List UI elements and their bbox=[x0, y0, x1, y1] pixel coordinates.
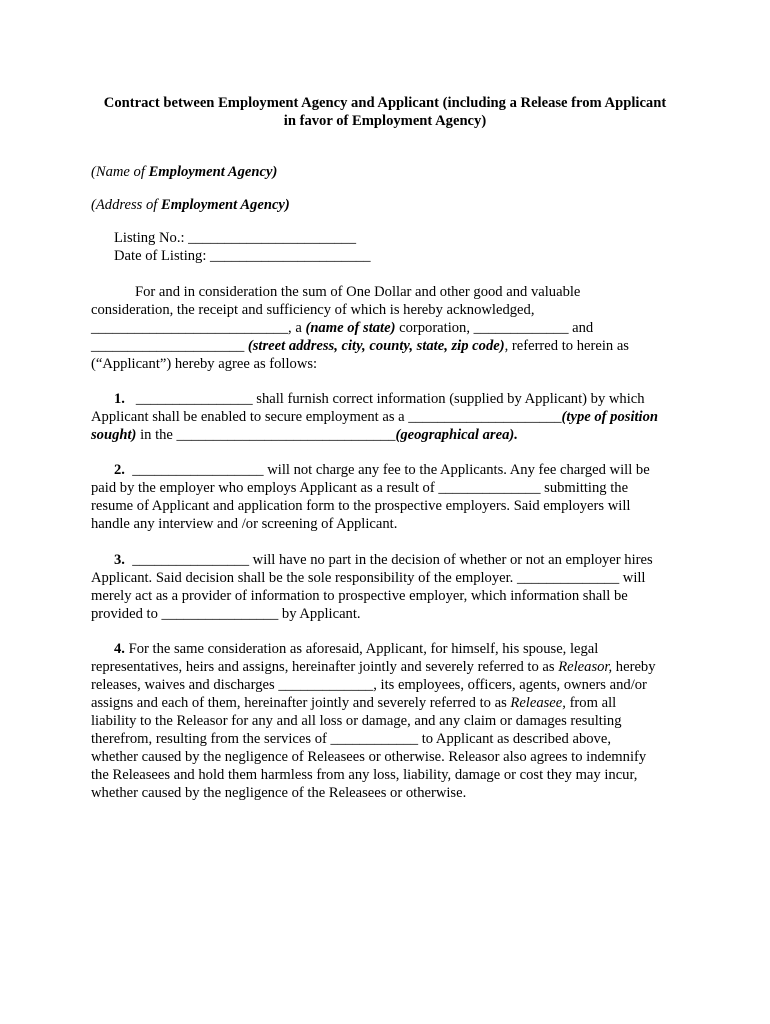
clause-2-line-3: resume of Applicant and application form to the prospective employers. Said employers will bbox=[91, 498, 631, 514]
intro-line-3: ___________________________, a (name of state) corporation, _____________ and bbox=[91, 320, 594, 336]
clause-3-line-4: provided to ________________ by Applicant. bbox=[91, 606, 361, 622]
agency-name-line: (Name of Employment Agency) bbox=[91, 164, 278, 180]
clause-3-line-1: 3. ________________ will have no part in the decision of whether or not an employer hires bbox=[114, 552, 653, 568]
intro-line-5: (“Applicant”) hereby agree as follows: bbox=[91, 356, 318, 372]
listing-number: Listing No.: _______________________ bbox=[114, 230, 357, 246]
clause-4-line-1: 4. For the same consideration as aforesaid, Applicant, for himself, his spouse, legal bbox=[114, 641, 599, 657]
clause-3-line-3: merely act as a provider of information to prospective employer, which information shall be bbox=[91, 588, 628, 604]
clause-2-line-1: 2. __________________ will not charge any fee to the Applicants. Any fee charged will be bbox=[114, 462, 650, 478]
clause-4-line-3: releases, waives and discharges _____________, its employees, officers, agents, owners and/or bbox=[91, 677, 647, 693]
clause-number: 3. bbox=[114, 552, 125, 568]
clause-4-line-4: assigns and each of them, hereinafter jointly and severely referred to as Releasee, from all bbox=[91, 695, 617, 711]
listing-date: Date of Listing: ______________________ bbox=[114, 248, 371, 264]
clause-number: 4. bbox=[114, 641, 125, 657]
clause-4-line-7: whether caused by the negligence of Releasees or otherwise. Releasor also agrees to indemnify bbox=[91, 749, 647, 765]
clause-4-line-9: whether caused by the negligence of the Releasees or otherwise. bbox=[91, 785, 467, 801]
clause-4-line-6: therefrom, resulting from the services of ____________ to Applicant as described above, bbox=[91, 731, 611, 747]
clause-4-line-5: liability to the Releasor for any and all loss or damage, and any claim or damages resulting bbox=[91, 713, 622, 729]
title-line-2: in favor of Employment Agency) bbox=[283, 113, 487, 129]
clause-1-line-1: 1. ________________ shall furnish correct information (supplied by Applicant) by which bbox=[114, 391, 645, 407]
title-line-1: Contract between Employment Agency and Applicant (including a Release from Applicant bbox=[103, 95, 667, 111]
clause-2-line-2: paid by the employer who employs Applicant as a result of ______________ submitting the bbox=[91, 480, 629, 496]
clause-2-line-4: handle any interview and /or screening of Applicant. bbox=[91, 516, 398, 532]
document-title bbox=[80, 94, 690, 130]
agency-address-line: (Address of Employment Agency) bbox=[91, 197, 290, 213]
clause-3-line-2: Applicant. Said decision shall be the sole responsibility of the employer. ______________ will bbox=[91, 570, 646, 586]
clause-number: 1. bbox=[114, 391, 125, 407]
clause-4-line-8: the Releasees and hold them harmless from any loss, liability, damage or cost they may incur, bbox=[91, 767, 638, 783]
intro-line-1: For and in consideration the sum of One Dollar and other good and valuable bbox=[135, 284, 581, 300]
clause-1-line-2: Applicant shall be enabled to secure employment as a _____________________(type of position bbox=[91, 409, 659, 425]
intro-line-2: consideration, the receipt and sufficiency of which is hereby acknowledged, bbox=[91, 302, 535, 318]
clause-1-line-3: sought) in the ______________________________(geographical area). bbox=[91, 427, 518, 443]
clause-4-line-2: representatives, heirs and assigns, hereinafter jointly and severely referred to as Releasor, hereby bbox=[91, 659, 656, 675]
intro-line-4: _____________________ (street address, city, county, state, zip code), referred to herein as bbox=[91, 338, 629, 354]
clause-number: 2. bbox=[114, 462, 125, 478]
